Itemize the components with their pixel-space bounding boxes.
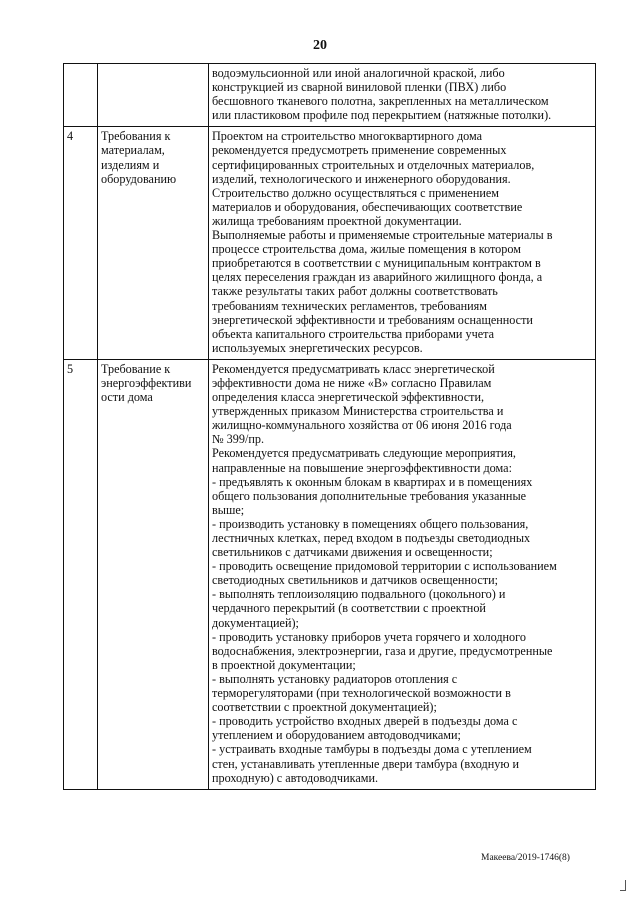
requirement-text: Рекомендуется предусматривать класс энергетической эффективности дома не ниже «В» согласно Правилам определения класса энергетической эффективности, утвержденных приказом Министерства строительства и жилищно-коммунального хозяйства от 06 июня 2016 года № 399/пр. Рекомендуется предусматривать следующие мероприятия, направленные на повышение энергоэффективности дома: - предъявлять к оконным блокам в квартирах и в помещениях общего пользования дополнительные требования указанные выше; - производить установку в помещениях общего пользования, лестничных клетках, перед входом в подъезды светодиодных светильников с датчиками движения и освещенности; - проводить освещение придомовой территории с использованием светодиодных светильников и датчиков освещенности; - выполнять теплоизоляцию подвального (цокольного) и чердачного перекрытий (в соответствии с проектной документацией); - проводить установку приборов учета горячего и холодного водоснабжения, электроэнергии, газа и другие, предусмотренные в проектной документации; - выполнять установку радиаторов отопления с терморегуляторами (при технологической возможности в соответствии с проектной документацией); - проводить устройство входных дверей в подъезды дома с утеплением и оборудованием автодоводчиками; - устраивать входные тамбуры в подъезды дома с утеплением стен, устанавливать утепленные двери тамбура (входную и проходную) с автодоводчиками. — [209, 359, 596, 789]
requirement-name: Требования к материалам, изделиям и оборудованию — [98, 127, 209, 360]
table-row — [64, 359, 596, 789]
page-number: 20 — [313, 38, 327, 53]
row-number — [64, 64, 98, 127]
requirement-name — [98, 64, 209, 127]
scan-mark — [625, 880, 626, 890]
requirements-table — [63, 63, 596, 790]
table-row — [64, 64, 596, 127]
scan-mark — [620, 890, 626, 891]
requirement-name: Требование к энергоэффективи ости дома — [98, 359, 209, 789]
row-number: 4 — [64, 127, 98, 360]
requirement-text: водоэмульсионной или иной аналогичной краской, либо конструкцией из сварной виниловой пленки (ПВХ) либо бесшовного тканевого полотна, закрепленных на металлическом или пластиковом профиле под перекрытием (натяжные потолки). — [209, 64, 596, 127]
table-row — [64, 127, 596, 360]
document-reference: Макеева/2019-1746(8) — [481, 853, 570, 863]
row-number: 5 — [64, 359, 98, 789]
requirement-text: Проектом на строительство многоквартирного дома рекомендуется предусмотреть применение современных сертифицированных строительных и отделочных материалов, изделий, технологического и инженерного оборудования. Строительство должно осуществляться с применением материалов и оборудования, обеспечивающих соответствие жилища требованиям проектной документации. Выполняемые работы и применяемые строительные материалы в процессе строительства дома, жилые помещения в котором приобретаются в соответствии с муниципальным контрактом в целях переселения граждан из аварийного жилищного фонда, а также результаты таких работ должны соответствовать требованиям технических регламентов, требованиям энергетической эффективности и требованиям оснащенности объекта капитального строительства приборами учета используемых энергетических ресурсов. — [209, 127, 596, 360]
